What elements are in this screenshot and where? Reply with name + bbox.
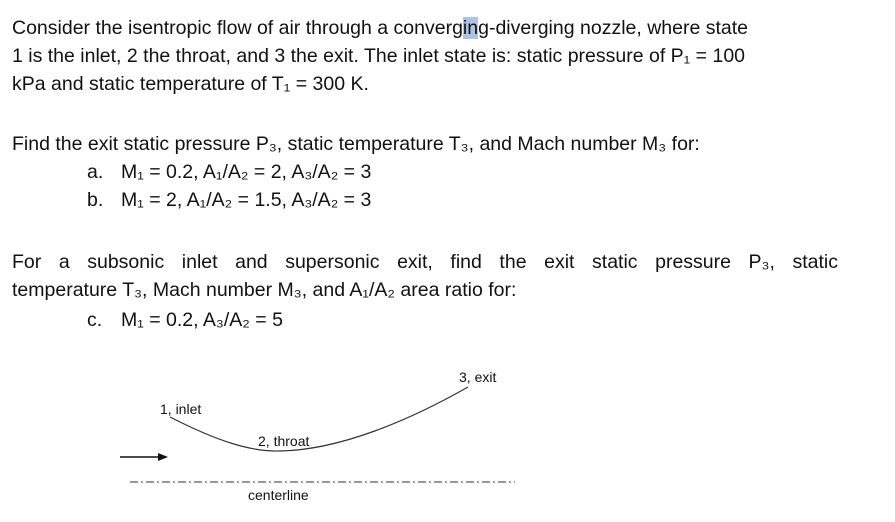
arrow-head-icon — [158, 453, 168, 461]
intro-line-2: 1 is the inlet, 2 the throat, and 3 the exit. The inlet state is: static pressure of P₁ = 100 — [12, 45, 746, 67]
label-inlet: 1, inlet — [160, 401, 202, 417]
item-a: M₁ = 0.2, A₁/A₂ = 2, A₃/A₂ = 3 — [121, 161, 372, 183]
text-selection[interactable]: in — [462, 17, 479, 39]
label-throat: 2, throat — [258, 433, 310, 449]
item-b: M₁ = 2, A₁/A₂ = 1.5, A₃/A₂ = 3 — [121, 189, 372, 211]
intro-line-3: kPa and static temperature of T₁ = 300 K. — [12, 73, 369, 95]
item-b-marker: b. — [87, 189, 104, 211]
question-2-line-2: temperature T₃, Mach number M₃, and A₁/A₂ area ratio for: — [12, 279, 517, 301]
label-exit: 3, exit — [459, 369, 497, 385]
text: g-diverging nozzle, where state — [478, 17, 749, 39]
text: Consider the isentropic flow of air through a converg — [12, 17, 463, 39]
label-centerline: centerline — [248, 487, 309, 503]
item-c: M₁ = 0.2, A₃/A₂ = 5 — [121, 309, 283, 331]
item-c-marker: c. — [87, 309, 103, 331]
question-1-prompt: Find the exit static pressure P₃, static temperature T₃, and Mach number M₃ for: — [12, 133, 700, 155]
item-a-marker: a. — [87, 161, 104, 183]
question-2-line-1: For a subsonic inlet and supersonic exit, find the exit static pressure P₃, static — [12, 251, 838, 273]
nozzle-wall — [170, 387, 468, 451]
